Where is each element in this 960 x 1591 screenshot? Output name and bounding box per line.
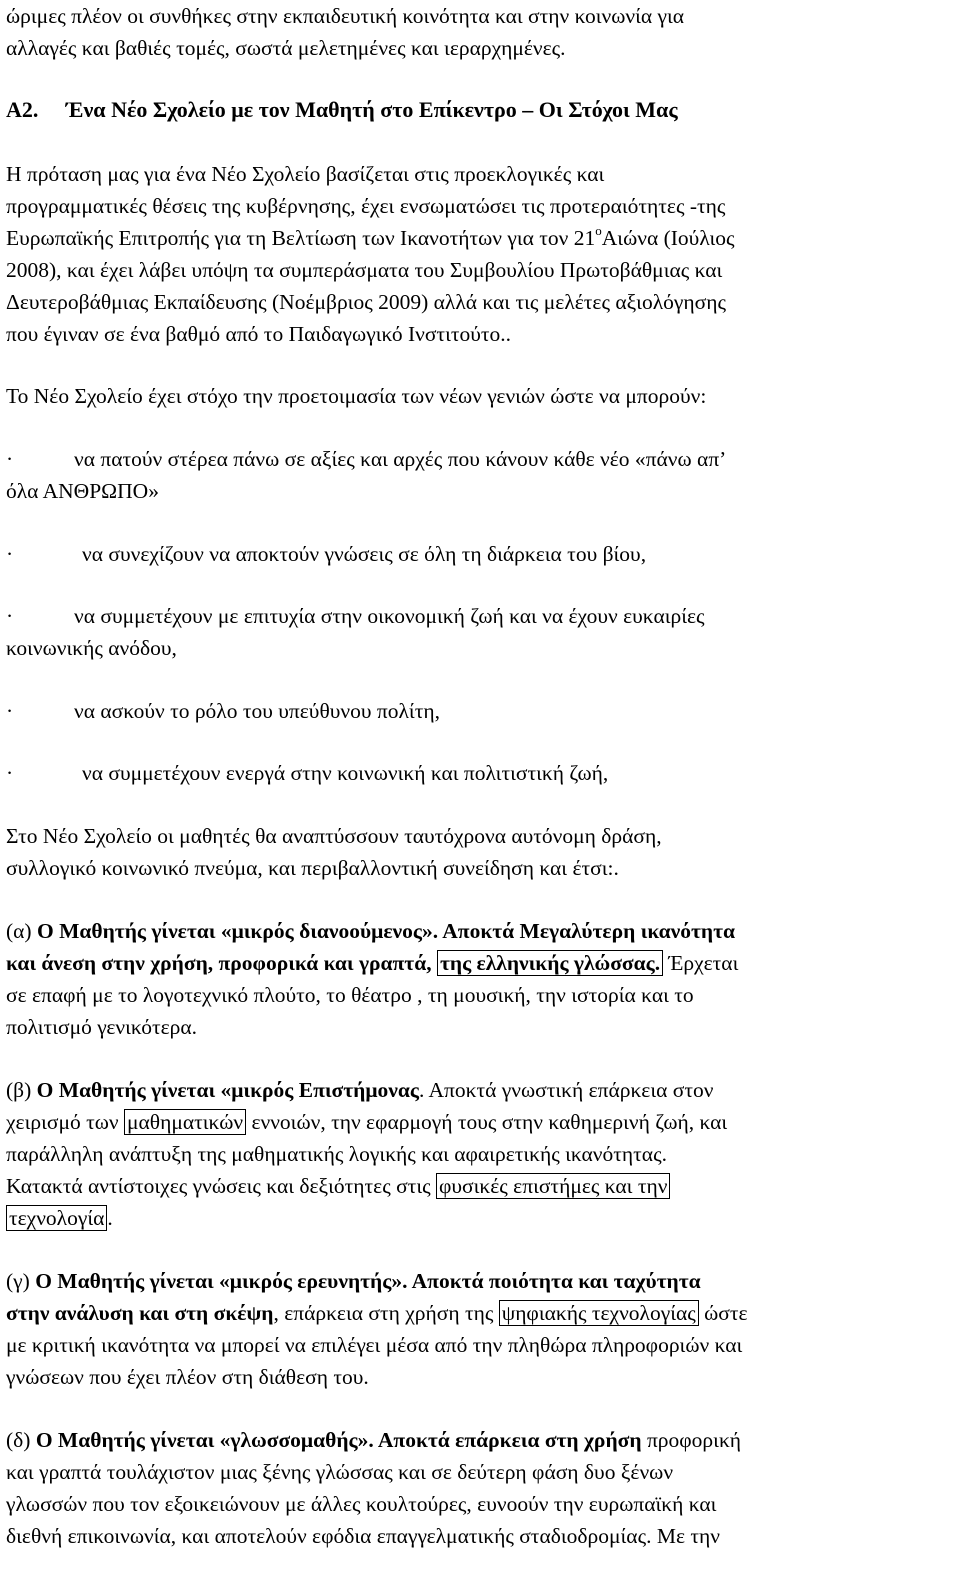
text-line: Το Νέο Σχολείο έχει στόχο την προετοιμασία των νέων γενιών ώστε να μπορούν: bbox=[6, 384, 707, 408]
item-c-line: (γ) Ο Μαθητής γίνεται «μικρός ερευνητής». Αποκτά ποιότητα και ταχύτητα bbox=[6, 1269, 701, 1293]
item-b-line: χειρισμό των μαθηματικών εννοιών, την εφαρμογή τους στην καθημερινή ζωή, και bbox=[6, 1110, 728, 1134]
bullet-item: να ασκούν το ρόλο του υπεύθυνου πολίτη, bbox=[74, 699, 440, 723]
text-line: 2008), και έχει λάβει υπόψη τα συμπεράσματα του Συμβουλίου Πρωτοβάθμιας και bbox=[6, 258, 723, 282]
text-line: κοινωνικής ανόδου, bbox=[6, 636, 177, 660]
item-d-line: (δ) Ο Μαθητής γίνεται «γλωσσομαθής». Αποκτά επάρκεια στη χρήση προφορική bbox=[6, 1428, 742, 1452]
section-heading bbox=[6, 97, 678, 123]
boxed-term: της ελληνικής γλώσσας. bbox=[437, 950, 663, 976]
text-line: και γραπτά τουλάχιστον μιας ξένης γλώσσας και σε δεύτερη φάση δυο ξένων bbox=[6, 1460, 674, 1484]
bullet-item: να συμμετέχουν με επιτυχία στην οικονομική ζωή και να έχουν ευκαιρίες bbox=[74, 604, 705, 628]
text-line: αλλαγές και βαθιές τομές, σωστά μελετημένες και ιεραρχημένες. bbox=[6, 36, 566, 60]
text-line: Ευρωπαϊκής Επιτροπής για τη Βελτίωση των Ικανοτήτων για τον $21^oA\iota ώ\nu\alpha$ (Ιούλιος bbox=[6, 222, 735, 250]
text-line: συλλογικό κοινωνικό πνεύμα, και περιβαλλοντική συνείδηση και έτσι:. bbox=[6, 856, 619, 880]
section-number: Α2. bbox=[6, 97, 39, 122]
text-line: διεθνή επικοινωνία, και αποτελούν εφόδια επαγγελματικής σταδιοδρομίας. Με την bbox=[6, 1524, 720, 1548]
item-b-line: Κατακτά αντίστοιχες γνώσεις και δεξιότητες στις φυσικές επιστήμες και την bbox=[6, 1173, 670, 1199]
boxed-term: μαθηματικών bbox=[124, 1109, 246, 1135]
text-line: σε επαφή με το λογοτεχνικό πλούτο, το θέατρο , τη μουσική, την ιστορία και το bbox=[6, 983, 694, 1007]
text-line: γλωσσών που τον εξοικειώνουν με άλλες κουλτούρες, ευνοούν την ευρωπαϊκή και bbox=[6, 1492, 717, 1516]
bullet-item: να συμμετέχουν ενεργά στην κοινωνική και πολιτιστική ζωή, bbox=[82, 761, 609, 785]
text-line: με κριτική ικανότητα να μπορεί να επιλέγει μέσα από την πληθώρα πληροφοριών και bbox=[6, 1333, 743, 1357]
bullet-item: να συνεχίζουν να αποκτούν γνώσεις σε όλη τη διάρκεια του βίου, bbox=[82, 542, 647, 566]
text-line: που έγιναν σε ένα βαθμό από το Παιδαγωγικό Ινστιτούτο.. bbox=[6, 322, 512, 346]
text-line: παράλληλη ανάπτυξη της μαθηματικής λογικής και αφαιρετικής ικανότητας. bbox=[6, 1142, 667, 1166]
bullet-marker: · bbox=[6, 542, 14, 566]
bullet-item: να πατούν στέρεα πάνω σε αξίες και αρχές που κάνουν κάθε νέο «πάνω απ’ bbox=[74, 447, 727, 471]
text-line: Η πρόταση μας για ένα Νέο Σχολείο βασίζεται στις προεκλογικές και bbox=[6, 162, 605, 186]
text-line: Στο Νέο Σχολείο οι μαθητές θα αναπτύσσουν ταυτόχρονα αυτόνομη δράση, bbox=[6, 824, 662, 848]
boxed-term: φυσικές επιστήμες και την bbox=[436, 1173, 670, 1199]
item-b-line: τεχνολογία . bbox=[6, 1205, 113, 1231]
item-a-line: (α) Ο Μαθητής γίνεται «μικρός διανοούμενος». Αποκτά Μεγαλύτερη ικανότητα bbox=[6, 919, 736, 943]
text-line: ώριμες πλέον οι συνθήκες στην εκπαιδευτική κοινότητα και στην κοινωνία για bbox=[6, 4, 685, 28]
bullet-marker: · bbox=[6, 604, 14, 628]
text-line: πολιτισμό γενικότερα. bbox=[6, 1015, 198, 1039]
boxed-term: τεχνολογία bbox=[6, 1205, 107, 1231]
text-line: Δευτεροβάθμιας Εκπαίδευσης (Νοέμβριος 2009) αλλά και τις μελέτες αξιολόγησης bbox=[6, 290, 726, 314]
bullet-marker: · bbox=[6, 447, 14, 471]
text-line: προγραμματικές θέσεις της κυβέρνησης, έχει ενσωματώσει τις προτεραιότητες -της bbox=[6, 194, 726, 218]
section-title: Ένα Νέο Σχολείο με τον Μαθητή στο Επίκεντρο – Οι Στόχοι Μας bbox=[65, 97, 678, 122]
item-b-line: (β) Ο Μαθητής γίνεται «μικρός Επιστήμονας. Αποκτά γνωστική επάρκεια στον bbox=[6, 1078, 714, 1102]
item-c-line: στην ανάλυση και στη σκέψη, επάρκεια στη χρήση της ψηφιακής τεχνολογίας ώστε bbox=[6, 1301, 748, 1325]
text-line: όλα ΑΝΘΡΩΠΟ» bbox=[6, 479, 159, 503]
boxed-term: ψηφιακής τεχνολογίας bbox=[499, 1300, 699, 1326]
text-line: γνώσεων που έχει πλέον στη διάθεση του. bbox=[6, 1365, 369, 1389]
item-a-line: και άνεση στην χρήση, προφορικά και γραπτά, της ελληνικής γλώσσας. Έρχεται bbox=[6, 951, 739, 975]
bullet-marker: · bbox=[6, 761, 14, 785]
bullet-marker: · bbox=[6, 699, 14, 723]
